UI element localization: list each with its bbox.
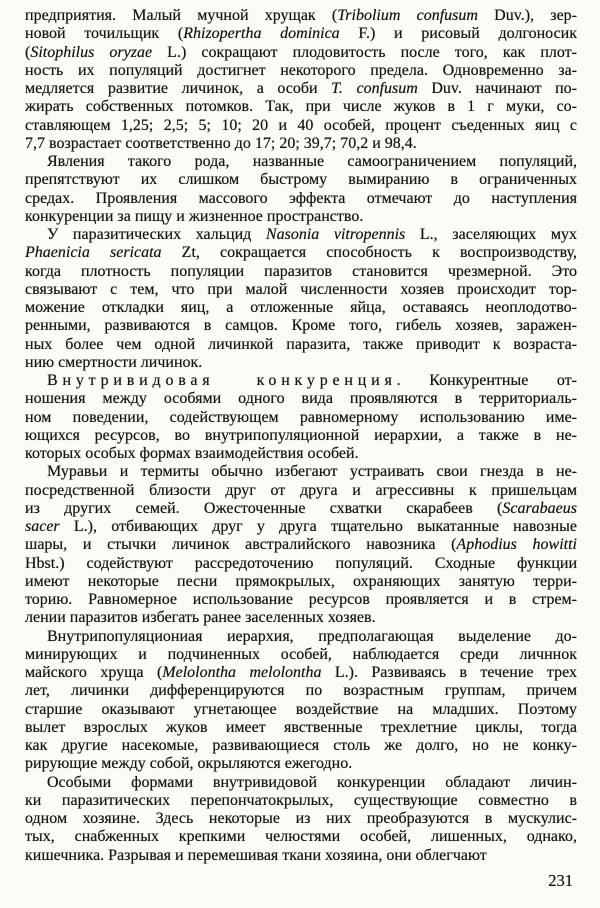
text-run: ки паразитических перепончатокрылых, существующие совместно в [25, 791, 577, 809]
text-run: Внутрипопуляциониая иерархия, предполагающая выделение до- [47, 627, 577, 645]
text-line [25, 500, 577, 518]
text-run: шары, и стычки личинок австралийского навозника ( [25, 536, 457, 554]
text-run: лении паразитов избегать ранее заселенных хозяев. [25, 609, 376, 627]
text-line [25, 299, 577, 317]
species-name-italic: Aphodius howitti [456, 536, 577, 554]
text-line [25, 463, 577, 481]
text-run: вылет взрослых жуков имеет явственные трехлетние циклы, тогда [25, 718, 577, 736]
text-run: одном хозяине. Здесь некоторые из них преобразуются в мускулис- [25, 810, 577, 827]
paragraph [25, 463, 577, 627]
text-run: ность их популяций достигнет некоторого предела. Одновременно за- [25, 61, 577, 79]
text-line [25, 25, 577, 43]
species-name-italic: Phaenicia sericata [25, 244, 162, 262]
text-line [25, 281, 577, 299]
species-name-italic: Melolontha melolontha [162, 664, 322, 681]
text-run: ющихся ресурсов, во внутрипопуляционной иерархии, а также в не- [25, 426, 577, 444]
text-line [25, 701, 577, 719]
text-run: Hbst.) содействуют рассредоточению популяций. Сходные функции [25, 554, 577, 572]
text-run: нию смертности личинок. [25, 353, 203, 371]
text-line [25, 153, 577, 171]
text-line [25, 828, 577, 846]
text-line [25, 810, 577, 828]
text-line [25, 555, 577, 573]
page-number: 231 [548, 871, 573, 890]
species-name-italic: sacer [25, 518, 60, 535]
paragraph [25, 774, 577, 865]
text-line [25, 135, 577, 153]
text-run: новой точильщик ( [25, 25, 184, 43]
text-line [25, 755, 577, 773]
text-line [25, 244, 577, 262]
text-run: Duv.), зер- [477, 7, 577, 24]
text-line [25, 354, 577, 372]
species-name-italic: Rhizopertha dominica [183, 25, 340, 43]
text-line [25, 482, 577, 500]
text-run: тых, снабженных крепкими челюстями особей, лишенных, однако, [25, 828, 577, 846]
text-line [25, 226, 577, 244]
text-run: 7,7 возрастает соответственно до 17; 20; 39,7; 70,2 и 98,4. [25, 134, 417, 152]
text-run: ных более чем одной личинкой паразита, также приводит к возраста- [25, 335, 577, 353]
text-run: можение откладки яиц, а отложенные яйца, оставаясь неоплодотво- [25, 299, 577, 316]
text-run: посредственной близости друг от друга и агрессивны к пришельцам [25, 481, 577, 499]
text-line [25, 719, 577, 737]
text-line [25, 774, 577, 792]
paragraph [25, 7, 577, 153]
text-line [25, 44, 577, 62]
text-line [25, 445, 577, 463]
text-run: средах. Проявления массового эффекта отмечают до наступления [25, 189, 577, 207]
paragraph [25, 628, 577, 774]
text-run: . Конкурентные от- [396, 372, 577, 389]
text-run: У паразитических хальцид [47, 226, 266, 243]
text-run: Zt, сокращается способность к воспроизводству, [161, 244, 577, 262]
text-run: когда плотность популяции паразитов становится чрезмерной. Это [25, 262, 577, 280]
text-line [25, 518, 577, 536]
text-run: Особыми формами внутривидовой конкуренции обладают личин- [47, 773, 577, 791]
text-run: L.) сокращают плодовитость после того, как плот- [152, 43, 577, 61]
text-run: которых особых формах взаимодействия особей. [25, 445, 359, 462]
text-line [25, 171, 577, 189]
text-line [25, 317, 577, 335]
text-run: как другие насекомые, развивающиеся столь же долго, но не конку- [25, 737, 577, 754]
text-line [25, 98, 577, 116]
text-run: торию. Равномерное использование ресурсов проявляется и в стрем- [25, 591, 577, 608]
text-line [25, 372, 577, 390]
text-line [25, 117, 577, 135]
text-run: медляется развитие личинок, а особи [25, 80, 332, 97]
text-run: кишечника. Разрывая и перемешивая ткани хозяина, они облегчают [25, 846, 487, 864]
text-line [25, 427, 577, 445]
text-line [25, 646, 577, 664]
text-run: из других семей. Ожесточенные схватки скарабеев ( [25, 499, 503, 517]
text-line [25, 336, 577, 354]
text-line [25, 792, 577, 810]
species-name-italic: T. confusum [331, 80, 418, 97]
text-run: L., заселяющих мух [405, 226, 577, 243]
text-run: конкуренции за пищу и жизненное пространство. [25, 207, 364, 225]
paragraph [25, 153, 577, 226]
text-run: ношения между особями одного вида проявляются в территориаль- [25, 390, 577, 408]
text-run: минирующих и подчиненных особей, наблюдается среди личннок [25, 645, 577, 663]
text-line [25, 591, 577, 609]
text-run: F.) и рисовый долгоносик [339, 25, 577, 43]
species-name-italic: Nasonia vitropennis [265, 226, 406, 243]
page-body [25, 7, 577, 865]
text-line [25, 263, 577, 281]
text-run: Явления такого рода, названные самоограничением популяций, [47, 153, 577, 170]
text-line [25, 628, 577, 646]
text-run: препятствуют их слишком быстрому вымиранию в ограниченных [25, 171, 577, 189]
text-line [25, 190, 577, 208]
text-line [25, 573, 577, 591]
text-line [25, 80, 577, 98]
text-run: Муравьи и термиты обычно избегают устраивать свои гнезда в не- [47, 463, 577, 481]
species-name-italic: Tribolium confusum [337, 7, 478, 24]
text-run: ном поведении, содействующем равномерному использованию име- [25, 408, 577, 426]
text-run: жирать собственных потомков. Так, при числе жуков в 1 г муки, со- [25, 98, 577, 116]
text-line [25, 536, 577, 554]
text-run: предприятия. Малый мучной хрущак ( [25, 7, 338, 24]
text-run: L.). Развиваясь в течение трех [321, 664, 577, 681]
text-run: майского хруща ( [25, 664, 163, 681]
text-line [25, 62, 577, 80]
text-line [25, 390, 577, 408]
text-run: ренными, развиваются в самцов. Кроме того, гибель хозяев, заражен- [25, 317, 577, 335]
text-line [25, 847, 577, 865]
text-line [25, 737, 577, 755]
text-run: L.), отбивающих друг у друга тщательно выкатанные навозные [59, 518, 577, 535]
text-run: рирующие между собой, окрыляются ежегодно. [25, 755, 353, 773]
paragraph [25, 372, 577, 463]
text-line [25, 7, 577, 25]
text-run: ( [25, 43, 31, 61]
species-name-italic: Sitophilus oryzae [30, 43, 153, 61]
text-line [25, 664, 577, 682]
text-run: лет, личинки дифференцируются по возрастным группам, причем [25, 682, 577, 700]
paragraph [25, 226, 577, 372]
text-run: Duv. начинают по- [417, 80, 577, 97]
text-run: ставляющем 1,25; 2,5; 5; 10; 20 и 40 особей, процент съеденных яиц с [25, 116, 577, 134]
text-line [25, 409, 577, 427]
text-line [25, 682, 577, 700]
text-run: связывают с тем, что при малой численности хозяев происходит тор- [25, 280, 577, 298]
text-run: старшие оказывают угнетающее воздействие на младших. Поэтому [25, 700, 577, 718]
text-line [25, 208, 577, 226]
species-name-italic: Scarabaeus [502, 499, 577, 517]
text-line [25, 609, 577, 627]
text-run: имеют некоторые песни прямокрылых, охраняющих занятую терри- [25, 572, 577, 590]
section-heading-spaced: Внутривидовая конкуренция [47, 372, 397, 389]
